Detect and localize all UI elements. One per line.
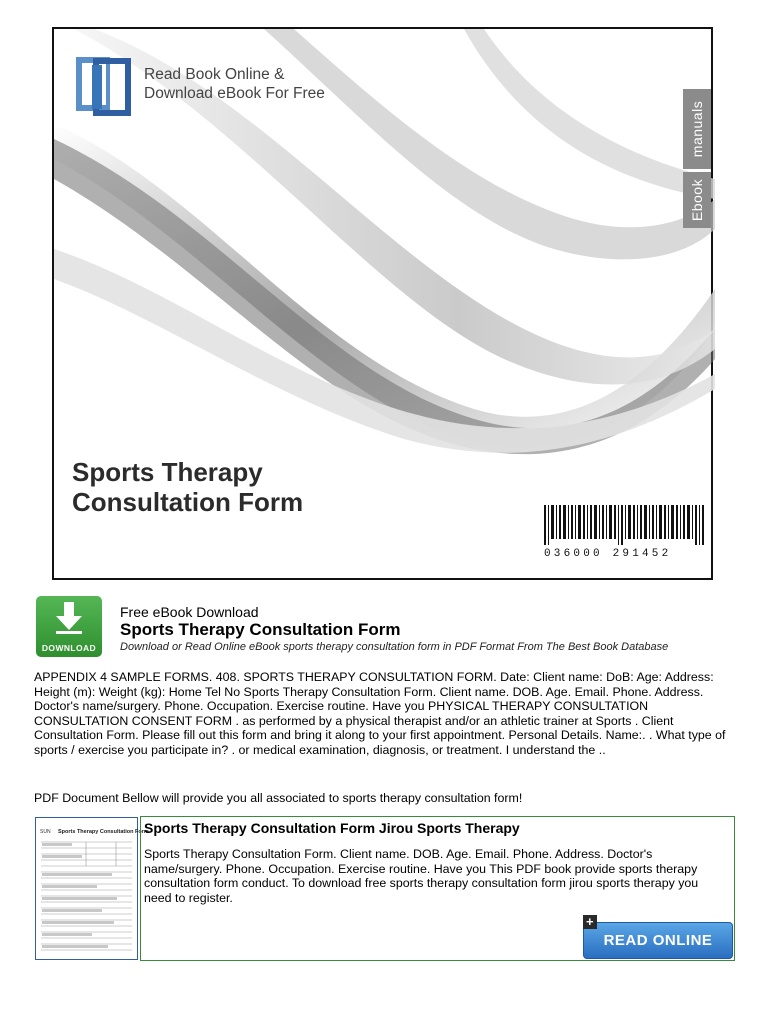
barcode-number: 036000 291452 <box>544 548 672 560</box>
download-button-label: DOWNLOAD <box>41 643 97 653</box>
brand-line-1: Read Book Online & <box>144 66 285 83</box>
read-online-label: READ ONLINE <box>603 932 713 949</box>
result-title[interactable]: Sports Therapy Consultation Form Jirou Sports Therapy <box>144 820 520 836</box>
document-thumbnail[interactable] <box>35 817 149 960</box>
download-arrow-icon <box>56 602 82 634</box>
free-ebook-label: Free eBook Download <box>120 604 259 620</box>
book-cover <box>52 27 713 580</box>
download-button[interactable] <box>36 596 102 657</box>
result-body: Sports Therapy Consultation Form. Client name. DOB. Age. Email. Phone. Address. Doctor's name/surgery. Phone. Occupation. Exercise routine. Have you This PDF book provide sports therapy consultation form conduct. To download free sports therapy consultation form jirou sports therapy you need to register. <box>144 847 699 905</box>
download-subtitle: Download or Read Online eBook sports therapy consultation form in PDF Format From The Best Book Database <box>120 641 669 653</box>
abstract-text: APPENDIX 4 SAMPLE FORMS. 408. SPORTS THERAPY CONSULTATION FORM. Date: Client name: DoB: Age: Address: Height (m): Weight (kg): Home Tel No Sports Therapy Consultation Form. Client name. DOB. Age. Email. Phone. Address. Doctor's name/surgery. Phone. Occupation. Exercise routine. Have you PHYSICAL THERAPY CONSULTATION CONSULTATION CONSENT FORM . as performed by a physical therapist and/or an athletic trainer at Sports . Client Consultation Form. Please fill out this form and bring it along to your first appointment. Personal Details. Name:. . What type of sports / exercise you participate in? . or medical examination, diagnosis, or treatment. I understand the .. <box>34 670 726 757</box>
side-tab-manuals: manuals <box>683 89 711 169</box>
side-tabs <box>683 89 711 231</box>
cover-title-line-2: Consultation Form <box>72 487 304 517</box>
brand-line-2: Download eBook For Free <box>144 85 325 102</box>
result-card <box>140 816 735 961</box>
cover-title-line-1: Sports Therapy <box>72 457 263 487</box>
book-icon <box>72 51 134 117</box>
barcode-bars <box>544 505 704 545</box>
plus-icon: + <box>583 915 597 929</box>
svg-text:Sports Therapy Consultation Fo: Sports Therapy Consultation Form <box>58 829 149 835</box>
side-tab-ebook: Ebook <box>683 172 711 228</box>
download-title: Sports Therapy Consultation Form <box>120 620 401 639</box>
pdf-note: PDF Document Bellow will provide you all associated to sports therapy consultation form! <box>34 791 523 805</box>
brand-logo-block <box>72 51 325 117</box>
read-online-button[interactable] <box>583 914 733 959</box>
svg-text:SUN: SUN <box>40 829 51 835</box>
barcode <box>544 505 704 560</box>
cover-title <box>72 457 372 517</box>
thumbnail-form-image <box>36 818 149 959</box>
